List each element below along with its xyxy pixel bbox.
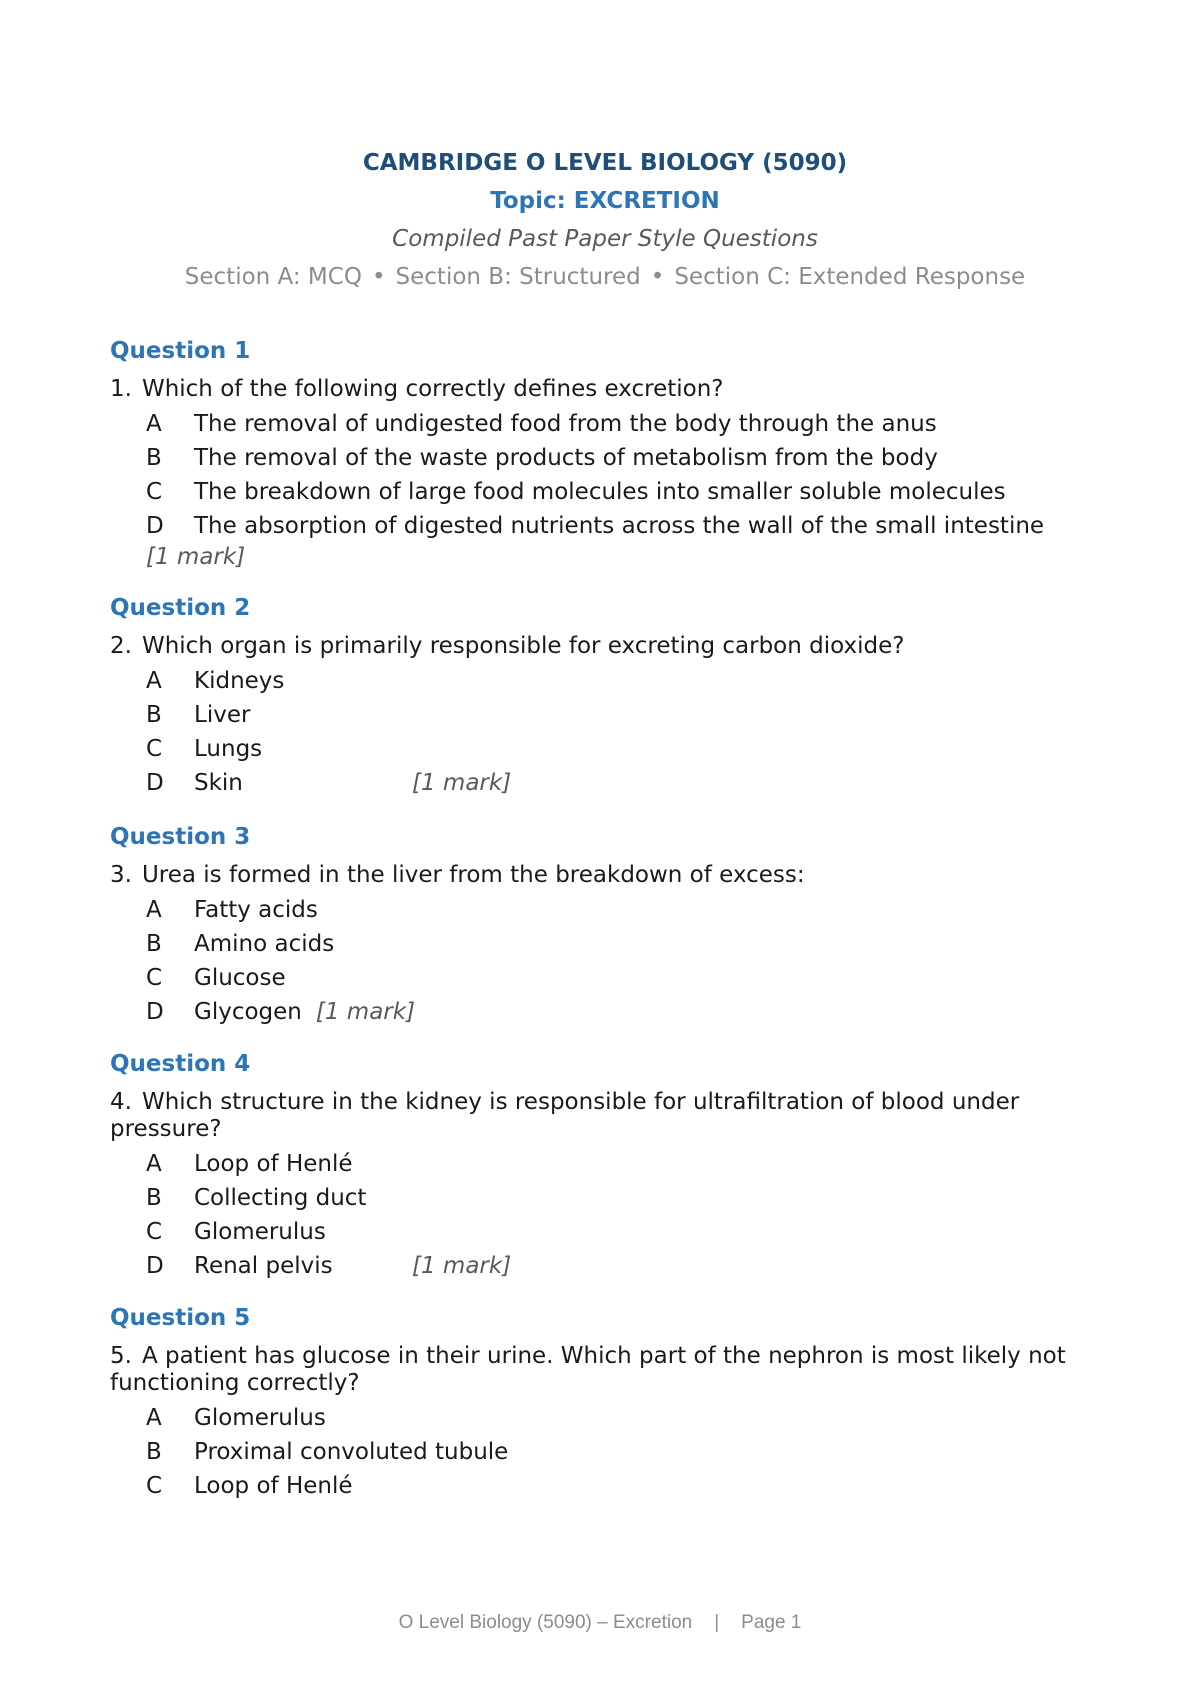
question-2 (110, 593, 1100, 800)
option-letter: C (146, 1219, 163, 1245)
option-b (110, 927, 1100, 961)
question-3 (110, 822, 1100, 1029)
option-text: Proximal convoluted tubule (194, 1439, 509, 1465)
option-letter: B (146, 445, 162, 471)
bullet-separator: • (650, 264, 665, 290)
option-d (110, 766, 1100, 800)
option-text: The absorption of digested nutrients across the wall of the small intestine (194, 513, 1045, 539)
option-letter: C (146, 479, 163, 505)
option-text: The removal of undigested food from the body through the anus (194, 411, 937, 437)
mark-allocation: [1 mark] (146, 544, 246, 570)
question-number: 1. (110, 376, 132, 402)
option-a (110, 664, 1100, 698)
option-text: Glycogen (194, 999, 302, 1025)
option-text: Glomerulus (194, 1405, 326, 1431)
option-c (110, 961, 1100, 995)
section-list (110, 262, 1100, 292)
question-heading: Question 5 (110, 1305, 251, 1331)
question-heading: Question 4 (110, 1051, 251, 1077)
question-heading: Question 1 (110, 338, 251, 364)
option-d (110, 995, 1100, 1029)
option-letter: B (146, 1439, 162, 1465)
option-b (110, 1435, 1100, 1469)
option-text: Renal pelvis (194, 1253, 333, 1279)
option-letter: B (146, 1185, 162, 1211)
section-c-label: Section C: Extended Response (674, 264, 1026, 290)
option-text: Kidneys (194, 668, 285, 694)
option-text: The breakdown of large food molecules into smaller soluble molecules (194, 479, 1006, 505)
option-letter: A (146, 668, 162, 694)
question-number: 5. (110, 1343, 132, 1369)
question-heading: Question 2 (110, 595, 251, 621)
question-stem: Which structure in the kidney is responsible for ultrafiltration of blood under pressure? (110, 1089, 1020, 1142)
option-letter: A (146, 897, 162, 923)
document-header (110, 148, 1100, 292)
option-letter: C (146, 965, 163, 991)
option-a (110, 1147, 1100, 1181)
option-d (110, 509, 1100, 543)
question-4 (110, 1049, 1100, 1283)
question-stem: Which of the following correctly defines excretion? (141, 376, 724, 402)
option-d (110, 1249, 1100, 1283)
question-text (110, 1089, 1100, 1143)
option-letter: A (146, 1405, 162, 1431)
mark-allocation: [1 mark] (412, 1253, 512, 1279)
option-text: Lungs (194, 736, 263, 762)
question-text (110, 1343, 1100, 1397)
option-text: Amino acids (194, 931, 335, 957)
option-a (110, 407, 1100, 441)
option-b (110, 1181, 1100, 1215)
page-number: Page 1 (741, 1612, 802, 1633)
option-c (110, 1469, 1100, 1503)
option-text: Glucose (194, 965, 286, 991)
option-a (110, 893, 1100, 927)
question-stem: Urea is formed in the liver from the breakdown of excess: (141, 862, 805, 888)
footer-separator: | (714, 1612, 720, 1633)
option-b (110, 698, 1100, 732)
topic-heading: Topic: EXCRETION (490, 188, 720, 214)
option-letter: B (146, 931, 162, 957)
section-a-label: Section A: MCQ (184, 264, 362, 290)
option-text: Skin (194, 770, 243, 796)
page-footer (0, 1612, 1200, 1634)
option-letter: D (146, 1253, 164, 1279)
mark-allocation: [1 mark] (412, 770, 512, 796)
option-text: Fatty acids (194, 897, 318, 923)
question-number: 2. (110, 633, 132, 659)
section-b-label: Section B: Structured (395, 264, 641, 290)
option-c (110, 1215, 1100, 1249)
option-letter: D (146, 999, 164, 1025)
option-text: Glomerulus (194, 1219, 326, 1245)
document-page (110, 148, 1100, 1503)
option-text: Liver (194, 702, 251, 728)
option-letter: D (146, 513, 164, 539)
option-letter: C (146, 736, 163, 762)
question-heading: Question 3 (110, 824, 251, 850)
document-title: CAMBRIDGE O LEVEL BIOLOGY (5090) (362, 150, 848, 176)
question-stem: A patient has glucose in their urine. Which part of the nephron is most likely not functioning correctly? (110, 1343, 1066, 1396)
question-stem: Which organ is primarily responsible for excreting carbon dioxide? (141, 633, 905, 659)
question-text (110, 862, 1100, 889)
option-text: The removal of the waste products of metabolism from the body (194, 445, 938, 471)
option-letter: A (146, 1151, 162, 1177)
option-letter: A (146, 411, 162, 437)
option-a (110, 1401, 1100, 1435)
question-number: 4. (110, 1089, 132, 1115)
option-c (110, 732, 1100, 766)
option-text: Loop of Henlé (194, 1151, 353, 1177)
footer-document-name: O Level Biology (5090) – Excretion (398, 1612, 693, 1633)
question-text (110, 376, 1100, 403)
document-subtitle: Compiled Past Paper Style Questions (392, 226, 818, 252)
question-5 (110, 1303, 1100, 1503)
option-letter: B (146, 702, 162, 728)
question-text (110, 633, 1100, 660)
option-c (110, 475, 1100, 509)
question-number: 3. (110, 862, 132, 888)
bullet-separator: • (371, 264, 386, 290)
question-1 (110, 336, 1100, 571)
option-letter: C (146, 1473, 163, 1499)
option-letter: D (146, 770, 164, 796)
option-text: Collecting duct (194, 1185, 367, 1211)
option-text: Loop of Henlé (194, 1473, 353, 1499)
mark-allocation: [1 mark] (315, 999, 416, 1025)
option-b (110, 441, 1100, 475)
